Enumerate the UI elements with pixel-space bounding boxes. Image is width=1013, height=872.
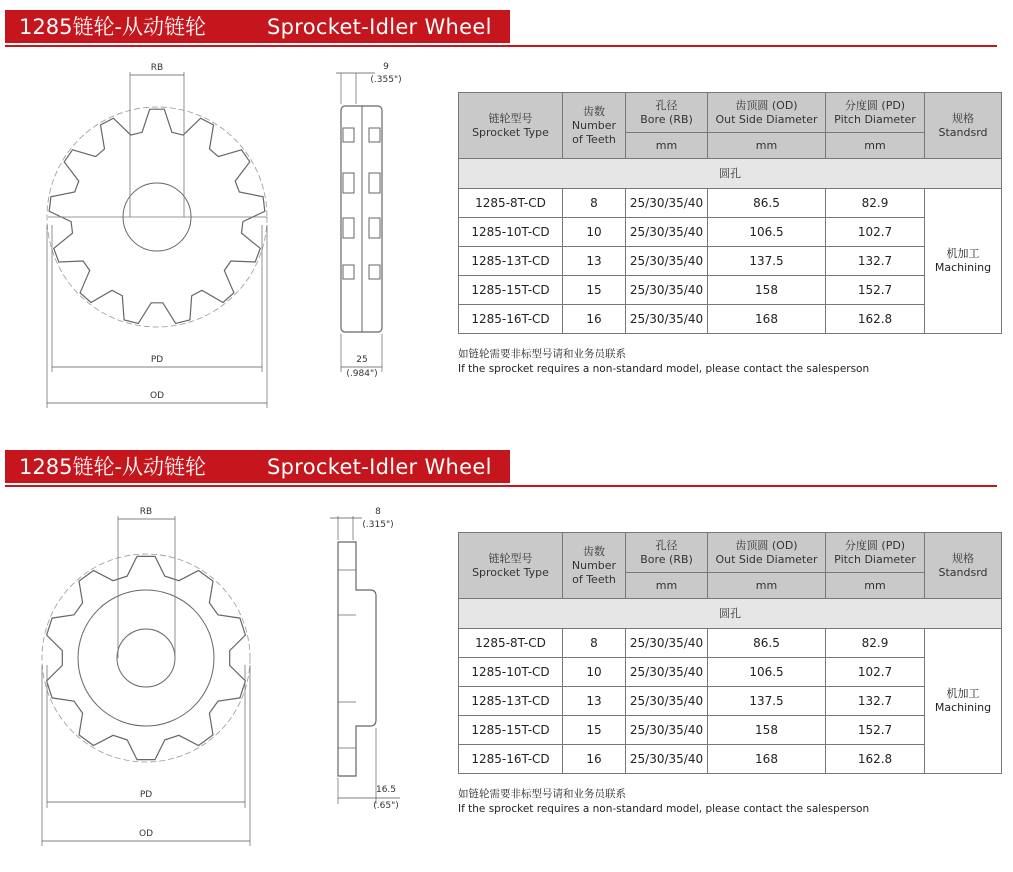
col-header-pd: 分度圆 (PD) Pitch Diameter xyxy=(826,93,925,133)
pd-label: PD xyxy=(139,790,153,800)
depth-mm-label: 25 xyxy=(356,355,368,365)
group-label: 圆孔 xyxy=(459,159,1002,189)
contact-note-en: If the sprocket requires a non-standard model, please contact the salesperson xyxy=(458,803,870,815)
width-mm-label: 9 xyxy=(383,62,389,72)
contact-note-zh: 如链轮需要非标型号请和业务员联系 xyxy=(458,348,626,360)
col-header-od: 齿顶圆 (OD) Out Side Diameter xyxy=(708,93,826,133)
sprocket-front-view xyxy=(42,507,250,846)
contact-note-en: If the sprocket requires a non-standard model, please contact the salesperson xyxy=(458,363,870,375)
hub-circle xyxy=(78,590,214,726)
col-header-teeth: 齿数 Number of Teeth xyxy=(563,533,626,599)
section-title-en: Sprocket-Idler Wheel xyxy=(267,15,492,39)
table-row: 1285-16T-CD 16 25/30/35/40 168 162.8 xyxy=(459,745,1002,774)
bore-circle xyxy=(117,629,175,687)
unit-bore: mm xyxy=(626,133,708,159)
table-row: 1285-15T-CD 15 25/30/35/40 158 152.7 xyxy=(459,716,1002,745)
col-header-spec: 规格 Standsrd xyxy=(925,93,1002,159)
sprocket-side-view xyxy=(330,507,400,811)
sprocket-front-view xyxy=(47,63,267,408)
rb-label: RB xyxy=(150,63,164,73)
sprocket-drawing-2 xyxy=(0,440,440,864)
rb-label: RB xyxy=(139,507,153,517)
depth-in-label: (.984") xyxy=(346,369,378,379)
section-title-zh: 1285链轮-从动链轮 xyxy=(19,455,207,479)
table-row: 1285-13T-CD 13 25/30/35/40 137.5 132.7 xyxy=(459,247,1002,276)
table-row: 1285-8T-CD 8 25/30/35/40 86.5 82.9 机加工 Machining xyxy=(459,629,1002,658)
spec-table-2 xyxy=(458,532,1002,774)
contact-note xyxy=(458,347,869,377)
width-in-label: (.315") xyxy=(362,520,394,530)
col-header-teeth: 齿数 Number of Teeth xyxy=(563,93,626,159)
od-label: OD xyxy=(138,829,154,839)
od-label: OD xyxy=(149,391,165,401)
col-header-pd: 分度圆 (PD) Pitch Diameter xyxy=(826,533,925,573)
table-row: 1285-15T-CD 15 25/30/35/40 158 152.7 xyxy=(459,276,1002,305)
unit-bore: mm xyxy=(626,573,708,599)
section-title-zh: 1285链轮-从动链轮 xyxy=(19,15,207,39)
col-header-od: 齿顶圆 (OD) Out Side Diameter xyxy=(708,533,826,573)
width-mm-label: 8 xyxy=(375,507,381,517)
sprocket-drawing-1 xyxy=(0,0,440,432)
table-row: 1285-13T-CD 13 25/30/35/40 137.5 132.7 xyxy=(459,687,1002,716)
unit-od: mm xyxy=(708,133,826,159)
depth-mm-label: 16.5 xyxy=(375,785,397,795)
sprocket-gear-outline xyxy=(42,554,250,762)
col-header-bore: 孔径 Bore (RB) xyxy=(626,93,708,133)
product-section-2 xyxy=(0,440,1013,872)
unit-od: mm xyxy=(708,573,826,599)
col-header-type: 链轮型号 Sprocket Type xyxy=(459,93,563,159)
table-row: 1285-8T-CD 8 25/30/35/40 86.5 82.9 机加工 Machining xyxy=(459,189,1002,218)
col-header-spec: 规格 Standsrd xyxy=(925,533,1002,599)
col-header-type: 链轮型号 Sprocket Type xyxy=(459,533,563,599)
pd-label: PD xyxy=(150,355,164,365)
contact-note-zh: 如链轮需要非标型号请和业务员联系 xyxy=(458,788,626,800)
width-in-label: (.355") xyxy=(370,75,402,85)
spec-cell: 机加工 Machining xyxy=(925,629,1002,774)
unit-pd: mm xyxy=(826,133,925,159)
product-section-1 xyxy=(0,0,1013,432)
unit-pd: mm xyxy=(826,573,925,599)
section-title-en: Sprocket-Idler Wheel xyxy=(267,455,492,479)
spec-cell: 机加工 Machining xyxy=(925,189,1002,334)
contact-note xyxy=(458,787,869,817)
sprocket-side-view xyxy=(336,62,402,379)
table-row: 1285-10T-CD 10 25/30/35/40 106.5 102.7 xyxy=(459,658,1002,687)
depth-in-label: (.65") xyxy=(373,801,399,811)
table-row: 1285-10T-CD 10 25/30/35/40 106.5 102.7 xyxy=(459,218,1002,247)
col-header-bore: 孔径 Bore (RB) xyxy=(626,533,708,573)
table-row: 1285-16T-CD 16 25/30/35/40 168 162.8 xyxy=(459,305,1002,334)
spec-table-1 xyxy=(458,92,1002,334)
group-label: 圆孔 xyxy=(459,599,1002,629)
